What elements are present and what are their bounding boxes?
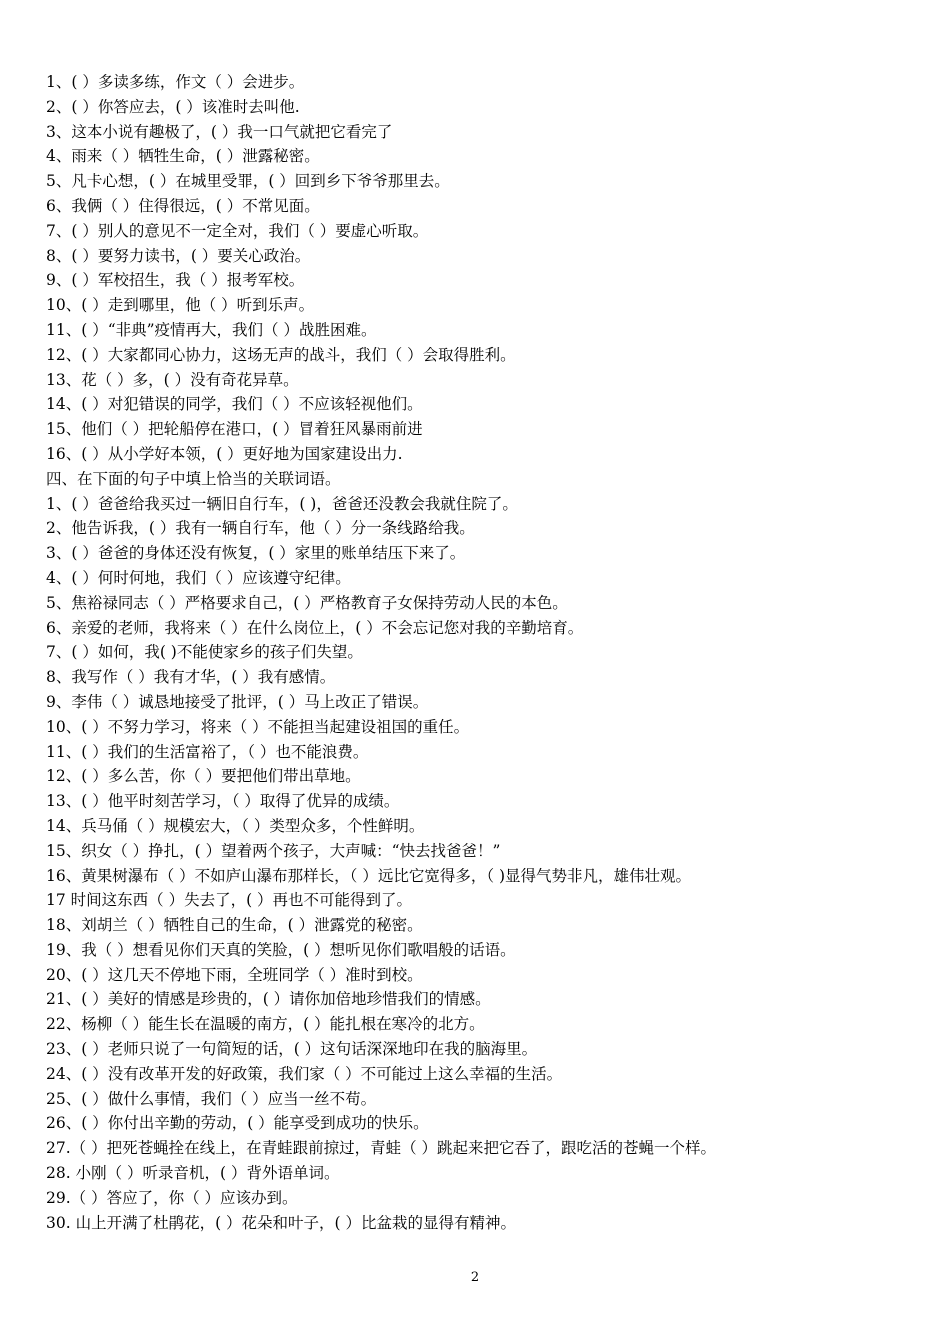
exercise-line: 16、黄果树瀑布（ ）不如庐山瀑布那样长，（ ）远比它宽得多，（ )显得气势非凡，雄伟壮观。	[46, 866, 692, 885]
exercise-line: 4、雨来（ ）牺牲生命，( ）泄露秘密。	[46, 147, 320, 166]
exercise-line: 12、( ）大家都同心协力，这场无声的战斗，我们（ ）会取得胜利。	[46, 345, 516, 364]
exercise-line: 四、在下面的句子中填上恰当的关联词语。	[46, 469, 341, 488]
exercise-line: 9、( ）军校招生，我（ ）报考军校。	[46, 271, 305, 290]
exercise-lines	[46, 70, 912, 1235]
exercise-line: 25、( ）做什么事情，我们（ ）应当一丝不苟。	[46, 1089, 377, 1108]
exercise-line: 17 时间这东西（ ）失去了，( ）再也不可能得到了。	[46, 891, 413, 910]
exercise-line: 19、我（ ）想看见你们天真的笑脸，( ）想听见你们歌唱般的话语。	[46, 940, 516, 959]
exercise-line: 12、( ）多么苦，你（ ）要把他们带出草地。	[46, 767, 361, 786]
exercise-line: 4、( ）何时何地，我们（ ）应该遵守纪律。	[46, 568, 351, 587]
exercise-line: 21、( ）美好的情感是珍贵的，( ）请你加倍地珍惜我们的情感。	[46, 990, 491, 1009]
exercise-line: 20、( ）这几天不停地下雨，全班同学（ ）准时到校。	[46, 965, 423, 984]
exercise-line: 10、( ）走到哪里，他（ ）听到乐声。	[46, 296, 315, 315]
exercise-line: 3、这本小说有趣极了，( ）我一口气就把它看完了	[46, 122, 393, 141]
exercise-line: 7、( ）如何，我( )不能使家乡的孩子们失望。	[46, 643, 363, 662]
exercise-line: 8、我写作（ ）我有才华，( ）我有感情。	[46, 668, 336, 687]
exercise-line: 2、他告诉我，( ）我有一辆自行车，他（ ）分一条线路给我。	[46, 519, 475, 538]
exercise-line: 9、李伟（ ）诚恳地接受了批评，( ）马上改正了错误。	[46, 692, 429, 711]
exercise-line: 14、兵马俑（ ）规模宏大，（ ）类型众多，个性鲜明。	[46, 816, 425, 835]
exercise-line: 1、( ）多读多练，作文（ ）会进步。	[46, 73, 305, 91]
exercise-line: 6、亲爱的老师，我将来（ ）在什么岗位上，( ）不会忘记您对我的辛勤培育。	[46, 618, 584, 637]
exercise-line: 11、( ）我们的生活富裕了，（ ）也不能浪费。	[46, 742, 369, 761]
exercise-line: 5、凡卡心想，( ）在城里受罪，( ）回到乡下爷爷那里去。	[46, 172, 450, 191]
exercise-line: 27.（ ）把死苍蝇拴在线上，在青蛙跟前掠过，青蛙（ ）跳起来把它吞了，跟吃活的苍蝇一个样。	[46, 1139, 717, 1158]
exercise-line: 8、( ）要努力读书，( ）要关心政治。	[46, 246, 311, 265]
exercise-line: 13、花（ ）多，( ）没有奇花异草。	[46, 370, 299, 389]
exercise-line: 23、( ）老师只说了一句简短的话，( ）这句话深深地印在我的脑海里。	[46, 1040, 538, 1059]
exercise-line: 26、( ）你付出辛勤的劳动，( ）能享受到成功的快乐。	[46, 1114, 429, 1133]
exercise-line: 1、( ）爸爸给我买过一辆旧自行车，( )，爸爸还没教会我就住院了。	[46, 494, 518, 513]
exercise-line: 13、( ）他平时刻苦学习，（ ）取得了优异的成绩。	[46, 792, 400, 811]
exercise-line: 24、( ）没有改革开发的好政策，我们家（ ）不可能过上这么幸福的生活。	[46, 1064, 563, 1083]
exercise-line: 15、他们（ ）把轮船停在港口，( ）冒着狂风暴雨前进	[46, 420, 423, 439]
exercise-line: 28. 小刚（ ）听录音机，( ）背外语单词。	[46, 1164, 340, 1183]
exercise-line: 2、( ）你答应去，( ）该准时去叫他.	[46, 97, 300, 116]
exercise-line: 3、( ）爸爸的身体还没有恢复，( ）家里的账单结压下来了。	[46, 544, 466, 563]
exercise-line: 14、( ）对犯错误的同学，我们（ ）不应该轻视他们。	[46, 395, 423, 414]
exercise-line: 6、我俩（ ）住得很远，( ）不常见面。	[46, 196, 320, 215]
exercise-line: 15、织女（ ）挣扎，( ）望着两个孩子，大声喊：“快去找爸爸！”	[46, 841, 501, 860]
exercise-line: 29.（ ）答应了，你（ ）应该办到。	[46, 1188, 298, 1207]
exercise-line: 5、焦裕禄同志（ ）严格要求自己，( ）严格教育子女保持劳动人民的本色。	[46, 593, 568, 612]
exercise-line: 11、( ）“非典”疫情再大，我们（ ）战胜困难。	[46, 320, 377, 339]
exercise-line: 22、杨柳（ ）能生长在温暖的南方，( ）能扎根在寒冷的北方。	[46, 1015, 485, 1034]
exercise-line: 10、( ）不努力学习，将来（ ）不能担当起建设祖国的重任。	[46, 717, 470, 736]
exercise-line: 16、( ）从小学好本领，( ）更好地为国家建设出力.	[46, 444, 403, 463]
exercise-line: 7、( ）别人的意见不一定全对，我们（ ）要虚心听取。	[46, 221, 429, 240]
exercise-line: 18、刘胡兰（ ）牺牲自己的生命，( ）泄露党的秘密。	[46, 916, 423, 935]
page-number: 2	[470, 1270, 480, 1285]
exercise-line: 30. 山上开满了杜鹃花，( ）花朵和叶子，( ）比盆栽的显得有精神。	[46, 1213, 517, 1232]
